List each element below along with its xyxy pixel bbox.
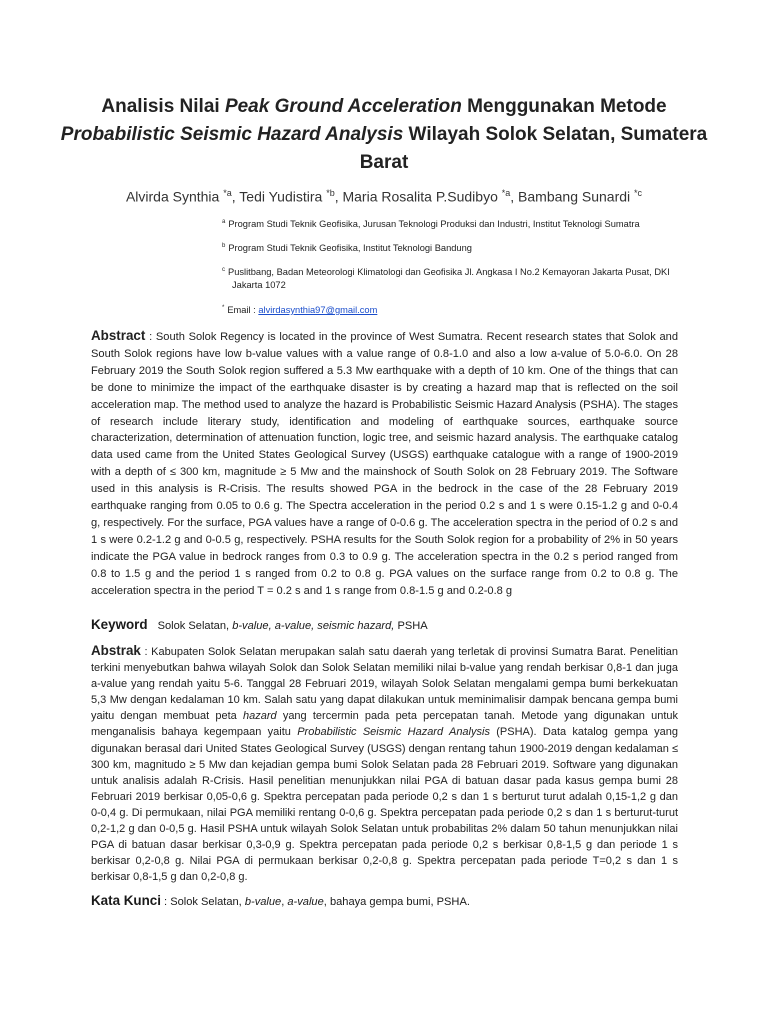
author-affiliation-mark: *a bbox=[501, 188, 511, 198]
author-list bbox=[60, 183, 708, 207]
abstrak-heading: Abstrak bbox=[91, 643, 141, 658]
abstrak-body: yang tercermin pada peta percepatan tanah. Metode yang digunakan untuk menganalisis bahaya kegempaan yaitu bbox=[91, 710, 678, 739]
kata-kunci-heading: Kata Kunci bbox=[91, 893, 161, 908]
keyword-text: PSHA bbox=[394, 620, 428, 632]
affiliation-b bbox=[222, 240, 672, 255]
kata-kunci-text: , bbox=[281, 896, 288, 908]
abstrak-indonesian bbox=[91, 643, 678, 885]
affiliation-mark: c bbox=[222, 267, 225, 273]
email-label: Email : bbox=[227, 305, 259, 316]
abstrak-italic: hazard bbox=[242, 710, 277, 723]
affiliation-mark: * bbox=[222, 305, 225, 311]
kata-kunci-italic: b-value bbox=[244, 896, 282, 908]
affiliation-text: Puslitbang, Badan Meteorologi Klimatologi dan Geofisika Jl. Angkasa I No.2 Kemayoran Jakarta Pusat, DKI bbox=[228, 267, 670, 278]
abstrak-italic: Probabilistic Seismic Hazard Analysis bbox=[297, 726, 490, 739]
author-name: , Bambang Sunardi bbox=[510, 188, 635, 205]
abstract-heading: Abstract bbox=[91, 328, 146, 343]
keyword-heading: Keyword bbox=[91, 617, 148, 632]
title-text: Analisis Nilai bbox=[101, 96, 225, 117]
kata-kunci-text: : Solok Selatan, bbox=[160, 896, 245, 908]
author-name: , Maria Rosalita P.Sudibyo bbox=[334, 188, 502, 205]
abstrak-body: (PSHA). Data katalog gempa yang digunakan berasal dari United States Geological Survey (USGS) dengan rentang tahun 1900-2019 dengan kedalaman ≤ 300 km, magnitudo ≥ 5 Mw dan kejadian gempa bumi Solok Selatan pada 28 Februari 2019. Software yang digunakan untuk analisis adalah R-Crisis. Hasil penelitian menunjukkan nilai PGA di batuan dasar pada kasus gempa bumi 28 Februari 2019 berkisar 0,05-0,6 g. Spektra percepatan pada periode 0,2 s dan 1 s berturut turut adalah 0,15-1,2 g dan 0-0,4 g. Di permukaan, nilai PGA memiliki rentang 0-0,6 g. Spektra percepatan pada periode 0,2 s dan 1 s berturut-turut 0,2-1,2 g dan 0-0,5 g. Hasil PSHA untuk wilayah Solok Selatan untuk probabilitas 2% dalam 50 tahun menunjukkan nilai PGA di batuan dasar berkisar 0,3-0,9 g. Spektra percepatan pada periode 0,2 s berkisar 0,8-1,5 g dan periode 1 s berkisar 0,2-0,8 g. Nilai PGA di permukaan berkisar 0,2-0,8 g. Spektra percepatan pada periode T=0,2 s dan 1 s berkisar 0,8-1,5 g dan 0,2-0,8 g. bbox=[91, 726, 678, 884]
abstract-english bbox=[91, 328, 678, 600]
author-affiliation-mark: *c bbox=[634, 188, 643, 198]
affiliation-mark: b bbox=[222, 243, 226, 249]
abstract-body: : South Solok Regency is located in the province of West Sumatra. Recent research states that Solok and South Solok regions have low b-value values with a value range of 0.8-1.0 and also a low a-value of 5.0-6.0. On 28 February 2019 the South Solok region suffered a 5.3 Mw earthquake with a depth of 10 km. One of the things that can be done to minimize the impact of the earthquake disaster is by creating a hazard map that is reflected on the soil acceleration map. The method used to analyze the hazard is Probabilistic Seismic Hazard Analysis (PSHA). The stages of research include literary study, identification and modeling of earthquake sources, earthquake source characterization, determination of attenuation function, logic tree, and seismic hazard analysis. The earthquake catalog data used came from the United States Geological Survey (USGS) earthquake catalogue with a range of 1900-2019 with a depth of ≤ 300 km, magnitude ≥ 5 Mw and the mainshock of South Solok on 28 February 2019. The Software used in this analysis is R-Crisis. The results showed PGA in the bedrock in the case of the 28 February 2019 earthquake ranging from 0.05 to 0.6 g. The Spectra acceleration in the period 0.2 s and 1 s were 0.15-1.2 g and 0-0.4 g, respectively. For the surface, PGA values have a range of 0-0.6 g. The acceleration spectra in the period of 0.2 s and 1 s were 0.2-1.2 g and 0-0.5 g, respectively. PSHA results for the South Solok region for a probability of 2% in 50 years indicate the PGA value in bedrock ranges from 0.3 to 0.9 g. The acceleration spectra in the 0.2 s period ranged from 0.8 to 1.5 g and the period 1 s ranged from 0.2 to 0.8 g. PGA values on the surface range from 0.2 to 0.8 g. The acceleration spectra in the period T = 0.2 s and 1 s range from 0.8-1.5 g and 0.2-0.8 g bbox=[91, 331, 678, 597]
email-link[interactable]: alvirdasynthia97@gmail.com bbox=[258, 305, 378, 316]
author-name: , Tedi Yudistira bbox=[231, 188, 327, 205]
affiliation-text: Program Studi Teknik Geofisika, Institut Teknologi Bandung bbox=[228, 243, 472, 254]
author-name: Alvirda Synthia bbox=[125, 188, 224, 205]
keyword-text: Solok Selatan, bbox=[157, 620, 233, 632]
kata-kunci-text: , bahaya gempa bumi, PSHA. bbox=[323, 896, 470, 908]
title-text: Wilayah Solok Selatan, Sumatera bbox=[403, 124, 708, 145]
keyword-italic: b-value, a-value, seismic hazard, bbox=[232, 620, 395, 632]
affiliation-email bbox=[222, 302, 672, 317]
paper-title bbox=[60, 93, 708, 177]
abstrak-body: : Kabupaten Solok Selatan merupakan salah satu daerah yang terletak di provinsi Sumatra Barat. Penelitian terkini menyebutkan bahwa wilayah Solok dan Solok Selatan memiliki nilai b-value yang rendah berkisar 0,8-1 dan juga a-value yang rendah yaitu 5-6. Tanggal 28 Februari 2019, wilayah Solok Selatan mengalami gempa bumi berkekuatan 5,3 Mw dengan kedalaman 10 km. Salah satu yang dapat dilakukan untuk meminimalisir dampak bencana gempa bumi yaitu dengan membuat peta bbox=[91, 646, 678, 723]
keyword-line bbox=[91, 617, 678, 634]
author-affiliation-mark: *b bbox=[326, 188, 335, 198]
affiliation-c bbox=[222, 264, 672, 292]
title-text: Menggunakan Metode bbox=[461, 96, 667, 117]
affiliation-mark: a bbox=[222, 219, 226, 225]
title-italic: Peak Ground Acceleration bbox=[224, 96, 462, 117]
title-italic: Probabilistic Seismic Hazard Analysis bbox=[60, 124, 404, 145]
affiliation-text: Program Studi Teknik Geofisika, Jurusan Teknologi Produksi dan Industri, Institut Teknologi Sumatra bbox=[228, 219, 640, 230]
kata-kunci-italic: a-value bbox=[287, 896, 324, 908]
kata-kunci-line bbox=[91, 893, 678, 910]
affiliation-text: Jakarta 1072 bbox=[232, 280, 286, 291]
author-affiliation-mark: *a bbox=[223, 188, 232, 198]
title-text: Barat bbox=[359, 152, 409, 173]
affiliation-a bbox=[222, 216, 672, 231]
